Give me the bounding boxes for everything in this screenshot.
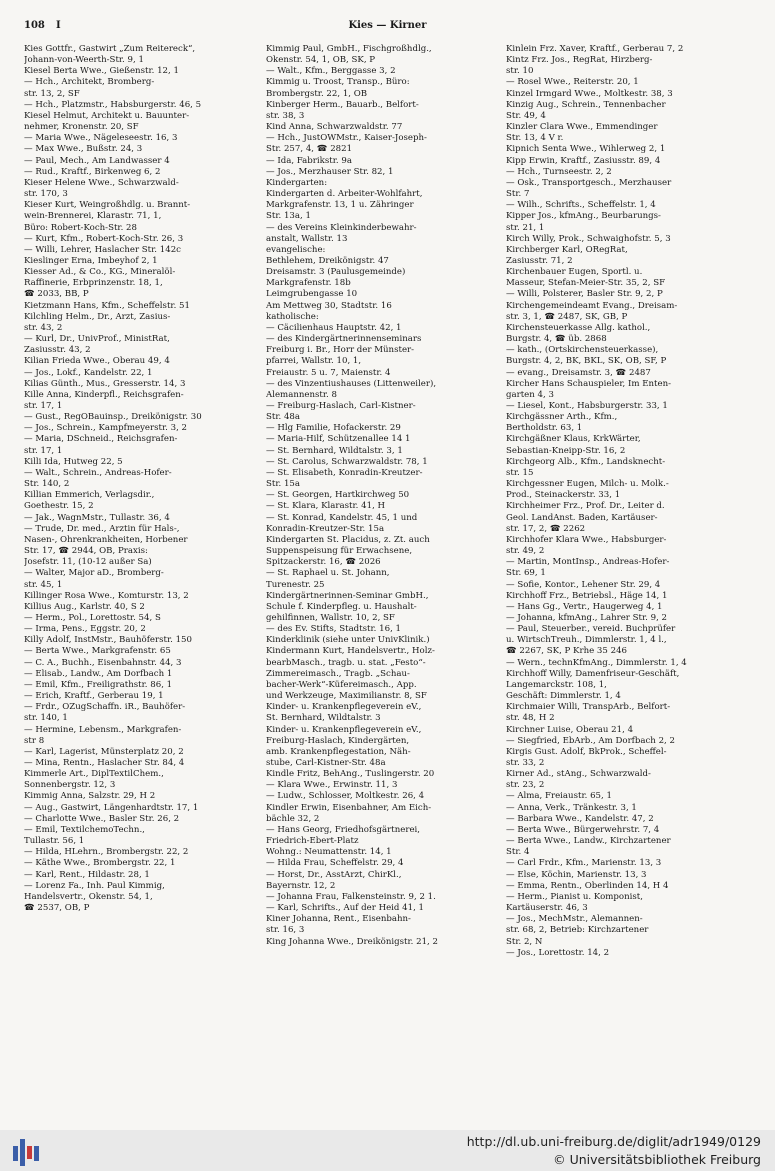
directory-line: Kipper Jos., kfmAng., Beurbarungs- xyxy=(506,211,661,222)
directory-line: — Sofie, Kontor., Lehener Str. 29, 4 xyxy=(506,579,661,590)
directory-line: und Werkzeuge, Maximilianstr. 8, SF xyxy=(266,691,427,702)
directory-line: Schule f. Kinderpfleg. u. Haushalt- xyxy=(266,601,417,612)
directory-line: — Rud., Kraftf., Birkenweg 6, 2 xyxy=(24,166,161,177)
directory-line: — Berta Wwe., Markgrafenstr. 65 xyxy=(24,646,171,657)
directory-line: str. 23, 2 xyxy=(506,780,545,791)
directory-line: Leimgrubengasse 10 xyxy=(266,289,358,300)
directory-line: Konradin-Kreutzer-Str. 15a xyxy=(266,523,385,534)
directory-line: Kindergarten d. Arbeiter-Wohlfahrt, xyxy=(266,189,423,200)
page-header xyxy=(24,20,751,36)
directory-line: Kindle Fritz, BehAng., Tuslingerstr. 20 xyxy=(266,769,435,780)
directory-line: str. 13, 2, SF xyxy=(24,88,80,99)
directory-line: Killy Adolf, InstMstr., Bauhöferstr. 150 xyxy=(24,635,192,646)
directory-line: Alemannenstr. 8 xyxy=(266,389,337,400)
directory-line: Kirchhoff Willy, Damenfriseur-Geschäft, xyxy=(506,668,680,679)
directory-line: — Herm., Pianist u. Komponist, xyxy=(506,891,643,902)
directory-line: — Jos., Schrein., Kampfmeyerstr. 3, 2 xyxy=(24,423,188,434)
directory-line: Friedrich-Ebert-Platz xyxy=(266,836,359,847)
directory-line: Nasen-, Ohrenkrankheiten, Horbener xyxy=(24,534,188,545)
directory-line: — Herm., Pol., Lorettostr. 54, S xyxy=(24,612,161,623)
directory-line: katholische: xyxy=(266,311,319,322)
directory-line: Str. 13, 4 V r. xyxy=(506,133,564,144)
directory-line: Kinberger Herm., Bauarb., Belfort- xyxy=(266,99,419,110)
column-left xyxy=(24,44,266,1124)
directory-line: str. 43, 2 xyxy=(24,322,63,333)
column-middle xyxy=(266,44,506,1124)
directory-line: — des Vinzentiushauses (Littenweiler), xyxy=(266,378,437,389)
directory-line: Kirner Ad., stAng., Schwarzwald- xyxy=(506,769,651,780)
directory-line: Kipnich Senta Wwe., Wihlerweg 2, 1 xyxy=(506,144,666,155)
directory-line: Str. 2, N xyxy=(506,936,543,947)
directory-line: — St. Elisabeth, Konradin-Kreutzer- xyxy=(266,467,423,478)
directory-line: Kilian Frieda Wwe., Oberau 49, 4 xyxy=(24,356,170,367)
directory-line: Büro: Robert-Koch-Str. 28 xyxy=(24,222,137,233)
directory-line: — St. Georgen, Hartkirchweg 50 xyxy=(266,490,410,501)
directory-line: — Hch., JustOWMstr., Kaiser-Joseph- xyxy=(266,133,427,144)
directory-line: — Hch., Turnseestr. 2, 2 xyxy=(506,166,612,177)
directory-line: — Maria Wwe., Nägeleseestr. 16, 3 xyxy=(24,133,178,144)
directory-line: Kirchensteuerkasse Allg. kathol., xyxy=(506,322,651,333)
directory-line: Kirchgessner Eugen, Milch- u. Molk.- xyxy=(506,479,669,490)
directory-line: — Hlg Familie, Hofackerstr. 29 xyxy=(266,423,401,434)
directory-line: Kindler Erwin, Eisenbahner, Am Eich- xyxy=(266,802,432,813)
directory-line: — Elisab., Landw., Am Dorfbach 1 xyxy=(24,668,173,679)
directory-line: Spitzackerstr. 16, ☎ 2026 xyxy=(266,557,381,568)
directory-line: — Berta Wwe., Bürgerwehrstr. 7, 4 xyxy=(506,824,660,835)
directory-line: Kinder- u. Krankenpflegeverein eV., xyxy=(266,724,422,735)
directory-line: pfarrei, Wallstr. 10, 1, xyxy=(266,356,362,367)
directory-line: str. 45, 1 xyxy=(24,579,63,590)
directory-line: — Aug., Gastwirt, Längenhardtstr. 17, 1 xyxy=(24,802,199,813)
directory-line: — Ida, Fabrikstr. 9a xyxy=(266,155,352,166)
directory-line: Geschäft: Dimmlerstr. 1, 4 xyxy=(506,691,621,702)
directory-line: Kindergarten St. Placidus, z. Zt. auch xyxy=(266,534,430,545)
directory-line: Kilchling Helm., Dr., Arzt, Zasius- xyxy=(24,311,171,322)
directory-line: Kirgis Gust. Adolf, BkProk., Scheffel- xyxy=(506,746,667,757)
directory-line: Markgrafenstr. 13, 1 u. Zähringer xyxy=(266,200,414,211)
directory-line: — Maria, DSchneid., Reichsgrafen- xyxy=(24,434,178,445)
directory-line: Johann-von-Weerth-Str. 9, 1 xyxy=(24,55,144,66)
directory-line: Str. 48a xyxy=(266,412,301,423)
directory-line: Prod., Steinackerstr. 33, 1 xyxy=(506,490,621,501)
directory-line: amb. Krankenpflegestation, Näh- xyxy=(266,746,411,757)
directory-line: Raffinerie, Erbprinzenstr. 18, 1, xyxy=(24,278,163,289)
directory-line: str. 68, 2, Betrieb: Kirchzartener xyxy=(506,925,649,936)
directory-line: Kinder- u. Krankenpflegeverein eV., xyxy=(266,702,422,713)
directory-line: Sebastian-Kneipp-Str. 16, 2 xyxy=(506,445,626,456)
directory-line: — Kurl, Dr., UnivProf., MinistRat, xyxy=(24,334,170,345)
document-url-link[interactable]: http://dl.ub.uni-freiburg.de/diglit/adr1949/0129 xyxy=(466,1134,761,1149)
directory-line: Str. 15a xyxy=(266,479,301,490)
viewer-footer xyxy=(0,1130,775,1171)
directory-line: Handelsvertr., Okenstr. 54, 1, xyxy=(24,891,153,902)
directory-line: str. 17, 2, ☎ 2262 xyxy=(506,523,586,534)
directory-line: Str. 69, 1 xyxy=(506,568,546,579)
copyright-notice: © Universitätsbibliothek Freiburg xyxy=(553,1152,761,1167)
directory-line: bacher-Werk“-Küfereimasch., App. xyxy=(266,679,417,690)
directory-line: — Wilh., Schrifts., Scheffelstr. 1, 4 xyxy=(506,200,656,211)
directory-line: — Rosel Wwe., Reiterstr. 20, 1 xyxy=(506,77,639,88)
directory-line: Goethestr. 15, 2 xyxy=(24,501,94,512)
directory-line: Kindergarten: xyxy=(266,177,328,188)
directory-line: Bethlehem, Dreikönigstr. 47 xyxy=(266,255,389,266)
directory-line: Str. 49, 4 xyxy=(506,110,546,121)
directory-line: nehmer, Kronenstr. 20, SF xyxy=(24,122,139,133)
directory-line: Kirchgässner Arth., Kfm., xyxy=(506,412,618,423)
directory-line: Str. 140, 2 xyxy=(24,479,70,490)
directory-line: — Walt., Schrein., Andreas-Hofer- xyxy=(24,467,172,478)
directory-line: Kirchgeorg Alb., Kfm., Landsknecht- xyxy=(506,456,666,467)
directory-line: — Hch., Platzmstr., Habsburgerstr. 46, 5 xyxy=(24,99,202,110)
directory-line: — Kurt, Kfm., Robert-Koch-Str. 26, 3 xyxy=(24,233,184,244)
directory-line: Freiburg-Haslach, Kindergärten, xyxy=(266,735,410,746)
university-library-logo-icon xyxy=(10,1136,44,1166)
directory-line: — St. Raphael u. St. Johann, xyxy=(266,568,390,579)
directory-line: Str. 17, ☎ 2944, OB, Praxis: xyxy=(24,546,148,557)
directory-line: Kinzel Irmgard Wwe., Moltkestr. 38, 3 xyxy=(506,88,673,99)
directory-line: — Walter, Major aD., Bromberg- xyxy=(24,568,164,579)
directory-line: — Hilda, HLehrn., Brombergstr. 22, 2 xyxy=(24,847,189,858)
directory-line: — Charlotte Wwe., Basler Str. 26, 2 xyxy=(24,813,180,824)
directory-line: Bayernstr. 12, 2 xyxy=(266,880,336,891)
directory-line: Brombergstr. 22, 1, OB xyxy=(266,88,368,99)
directory-line: Freiburg i. Br., Horr der Münster- xyxy=(266,345,415,356)
directory-line: — Irma, Pens., Eggstr. 20, 2 xyxy=(24,624,146,635)
directory-line: Kille Anna, Kinderpfl., Reichsgrafen- xyxy=(24,389,184,400)
directory-line: — Else, Köchin, Marienstr. 13, 3 xyxy=(506,869,647,880)
directory-line: Kinzig Aug., Schrein., Tennenbacher xyxy=(506,99,666,110)
running-title: Kies — Kirner xyxy=(348,20,427,31)
directory-line: — Johanna, kfmAng., Lahrer Str. 9, 2 xyxy=(506,612,667,623)
directory-line: Burgstr. 4, ☎ üb. 2868 xyxy=(506,334,607,345)
directory-line: str. 10 xyxy=(506,66,534,77)
directory-line: bearbMasch., tragb. u. stat. „Festo“- xyxy=(266,657,426,668)
directory-line: Kimmerle Art., DiplTextilChem., xyxy=(24,769,164,780)
directory-line: — Hermine, Lebensm., Markgrafen- xyxy=(24,724,182,735)
directory-line: Langemarckstr. 108, 1, xyxy=(506,679,607,690)
directory-line: Suppenspeisung für Erwachsene, xyxy=(266,546,413,557)
directory-line: — Gust., RegOBauinsp., Dreikönigstr. 30 xyxy=(24,412,202,423)
directory-line: Killi Ida, Hutweg 22, 5 xyxy=(24,456,123,467)
directory-line: str 8 xyxy=(24,735,45,746)
directory-line: Kimmig Anna, Salzstr. 29, H 2 xyxy=(24,791,156,802)
directory-line: Kieslinger Erna, Imbeyhof 2, 1 xyxy=(24,255,158,266)
directory-line: — Jos., Lorettostr. 14, 2 xyxy=(506,947,610,958)
directory-line: — Hans Gg., Vertr., Haugerweg 4, 1 xyxy=(506,601,663,612)
directory-line: — des Kindergärtnerinnenseminars xyxy=(266,334,422,345)
directory-line: — Paul, Mech., Am Landwasser 4 xyxy=(24,155,170,166)
directory-line: bächle 32, 2 xyxy=(266,813,320,824)
directory-line: str. 170, 3 xyxy=(24,189,68,200)
directory-line: — Carl Frdr., Kfm., Marienstr. 13, 3 xyxy=(506,858,662,869)
directory-line: — Johanna Frau, Falkensteinstr. 9, 2 1. xyxy=(266,891,436,902)
directory-line: Kieser Kurt, Weingroßhdlg. u. Brannt- xyxy=(24,200,191,211)
directory-line: Kirch Willy, Prok., Schwaighofstr. 5, 3 xyxy=(506,233,671,244)
directory-line: Wohng.: Neumattenstr. 14, 1 xyxy=(266,847,392,858)
directory-line: str. 15 xyxy=(506,467,534,478)
directory-line: Kiesel Berta Wwe., Gießenstr. 12, 1 xyxy=(24,66,179,77)
directory-line: Kimmig u. Troost, Transp., Büro: xyxy=(266,77,410,88)
directory-line: Kietzmann Hans, Kfm., Scheffelstr. 51 xyxy=(24,300,190,311)
directory-line: Bertholdstr. 63, 1 xyxy=(506,423,583,434)
directory-line: — Liesel, Kont., Habsburgerstr. 33, 1 xyxy=(506,401,668,411)
directory-line: str. 48, H 2 xyxy=(506,713,555,724)
directory-line: Sonnenbergstr. 12, 3 xyxy=(24,780,116,791)
directory-line: Kinlein Frz. Xaver, Kraftf., Gerberau 7, 2 xyxy=(506,44,684,54)
directory-line: Str. 4 xyxy=(506,847,530,858)
directory-line: — Karl, Rent., Hildastr. 28, 1 xyxy=(24,869,150,880)
directory-line: Kilias Günth., Mus., Gresserstr. 14, 3 xyxy=(24,378,186,389)
directory-line: — Frdr., OZugSchaffn. iR., Bauhöfer- xyxy=(24,702,186,713)
directory-line: Masseur, Stefan-Meier-Str. 35, 2, SF xyxy=(506,278,666,289)
directory-line: — Wern., technKfmAng., Dimmlerstr. 1, 4 xyxy=(506,657,687,668)
directory-line: Kiner Johanna, Rent., Eisenbahn- xyxy=(266,914,411,925)
directory-line: — Berta Wwe., Landw., Kirchzartener xyxy=(506,836,671,847)
directory-line: — Maria-Hilf, Schützenallee 14 1 xyxy=(266,434,411,445)
directory-line: — Anna, Verk., Tränkestr. 3, 1 xyxy=(506,802,637,813)
directory-line: — Cäcilienhaus Hauptstr. 42, 1 xyxy=(266,322,402,333)
directory-line: Kirchheimer Frz., Prof. Dr., Leiter d. xyxy=(506,501,665,512)
directory-line: Kinderklinik (siehe unter UnivKlinik.) xyxy=(266,635,430,646)
directory-line: Kindermann Kurt, Handelsvertr., Holz- xyxy=(266,646,435,657)
directory-line: Zasiusstr. 71, 2 xyxy=(506,255,573,266)
directory-line: — Martin, MontInsp., Andreas-Hofer- xyxy=(506,557,670,568)
directory-line: — Käthe Wwe., Brombergstr. 22, 1 xyxy=(24,858,176,869)
directory-line: Str. 7 xyxy=(506,189,530,200)
directory-line: Zasiusstr. 43, 2 xyxy=(24,345,91,356)
directory-line: — Trude, Dr. med., Ärztin für Hals-, xyxy=(24,523,180,534)
directory-line: Str. 13a, 1 xyxy=(266,211,311,222)
directory-line: Kartäuserstr. 46, 3 xyxy=(506,903,588,914)
directory-line: — Karl, Schrifts., Auf der Heid 41, 1 xyxy=(266,903,425,914)
directory-line: — St. Klara, Klarastr. 41, H xyxy=(266,501,386,512)
directory-line: — St. Konrad, Kandelstr. 45, 1 und xyxy=(266,512,418,523)
directory-line: — Klara Wwe., Erwinstr. 11, 3 xyxy=(266,780,398,791)
directory-line: Killian Emmerich, Verlagsdir., xyxy=(24,490,155,501)
directory-line: — Emil, TextilchemoTechn., xyxy=(24,824,145,835)
directory-line: ☎ 2267, SK, P Krhe 35 246 xyxy=(506,646,628,657)
directory-line: St. Bernhard, Wildtalstr. 3 xyxy=(266,713,381,724)
page-number: 108 xyxy=(24,20,45,31)
directory-line: — Siegfried, EbArb., Am Dorfbach 2, 2 xyxy=(506,735,675,746)
directory-line: Kinzler Clara Wwe., Emmendinger xyxy=(506,122,658,133)
directory-line: Kirchgäßner Klaus, KrkWärter, xyxy=(506,434,641,445)
directory-line: Zimmereimasch., Tragb. „Schau- xyxy=(266,668,410,679)
directory-line: str. 140, 1 xyxy=(24,713,68,724)
directory-line: Freiaustr. 5 u. 7, Maienstr. 4 xyxy=(266,367,391,378)
section-label: I xyxy=(56,20,61,31)
directory-line: — C. A., Buchh., Eisenbahnstr. 44, 3 xyxy=(24,657,182,668)
directory-line: King Johanna Wwe., Dreikönigstr. 21, 2 xyxy=(266,936,438,947)
directory-line: — Erich, Kraftf., Gerberau 19, 1 xyxy=(24,691,164,702)
directory-line: Kirchmaier Willi, TranspArb., Belfort- xyxy=(506,702,671,713)
directory-line: Kirchberger Karl, ORegRat, xyxy=(506,244,628,255)
directory-line: Kipp Erwin, Kraftf., Zasiusstr. 89, 4 xyxy=(506,155,661,166)
directory-line: Kiesser Ad., & Co., KG., Mineralöl- xyxy=(24,267,176,278)
directory-line: wein-Brennerei, Klarastr. 71, 1, xyxy=(24,211,162,222)
directory-line: — Willi, Lehrer, Haslacher Str. 142c xyxy=(24,244,181,255)
directory-line: — des Vereins Kleinkinderbewahr- xyxy=(266,222,417,233)
directory-line: — Alma, Freiaustr. 65, 1 xyxy=(506,791,612,802)
directory-line: Kirchner Luise, Oberau 21, 4 xyxy=(506,724,634,735)
directory-line: — Lorenz Fa., Inh. Paul Kimmig, xyxy=(24,880,165,891)
directory-line: str. 17, 1 xyxy=(24,445,63,456)
directory-line: — Osk., Transportgesch., Merzhauser xyxy=(506,177,672,188)
directory-line: u. WirtschTreuh., Dimmlerstr. 1, 4 l., xyxy=(506,635,667,646)
directory-line: — Walt., Kfm., Berggasse 3, 2 xyxy=(266,66,396,77)
directory-line: Kirchhofer Klara Wwe., Habsburger- xyxy=(506,534,667,545)
directory-line: Kiesel Helmut, Architekt u. Bauunter- xyxy=(24,110,190,121)
directory-line: — St. Bernhard, Wildtalstr. 3, 1 xyxy=(266,445,403,456)
directory-line: str. 33, 2 xyxy=(506,758,545,768)
directory-line: — Paul, Steuerber., vereid. Buchprüfer xyxy=(506,624,676,635)
directory-line: — Hch., Architekt, Bromberg- xyxy=(24,77,155,88)
directory-line: evangelische: xyxy=(266,244,326,255)
directory-line: Geol. LandAnst. Baden, Kartäuser- xyxy=(506,512,658,523)
directory-line: Killinger Rosa Wwe., Komturstr. 13, 2 xyxy=(24,590,189,601)
directory-line: — Jos., Merzhauser Str. 82, 1 xyxy=(266,166,394,177)
column-right xyxy=(506,44,751,1124)
directory-line: — Emma, Rentn., Oberlinden 14, H 4 xyxy=(506,880,669,891)
directory-line: str. 17, 1 xyxy=(24,401,63,411)
directory-line: — Hans Georg, Friedhofsgärtnerei, xyxy=(266,824,421,835)
directory-line: str. 49, 2 xyxy=(506,546,545,557)
directory-line: — des Ev. Stifts, Stadtstr. 16, 1 xyxy=(266,624,401,635)
directory-line: Okenstr. 54, 1, OB, SK, P xyxy=(266,55,376,66)
directory-line: — Emil, Kfm., Freiligrathstr. 86, 1 xyxy=(24,679,173,690)
directory-line: str. 38, 3 xyxy=(266,110,305,121)
directory-line: Kintz Frz. Jos., RegRat, Hirzberg- xyxy=(506,55,653,66)
directory-line: — kath., (Ortskirchensteuerkasse), xyxy=(506,345,659,356)
directory-line: — Max Wwe., Bußstr. 24, 3 xyxy=(24,144,143,155)
directory-line: Tullastr. 56, 1 xyxy=(24,836,85,847)
directory-line: ☎ 2033, BB, P xyxy=(24,289,89,300)
directory-line: — Jos., MechMstr., Alemannen- xyxy=(506,914,643,925)
directory-line: Kimmig Paul, GmbH., Fischgroßhdlg., xyxy=(266,44,432,54)
directory-line: Markgrafenstr. 18b xyxy=(266,278,351,289)
directory-line: stube, Carl-Kistner-Str. 48a xyxy=(266,758,386,768)
directory-line: — Willi, Polsterer, Basler Str. 9, 2, P xyxy=(506,289,663,300)
directory-line: Kindergärtnerinnen-Seminar GmbH., xyxy=(266,590,429,601)
directory-line: — Freiburg-Haslach, Carl-Kistner- xyxy=(266,401,416,411)
directory-line: — Mina, Rentn., Haslacher Str. 84, 4 xyxy=(24,758,185,768)
directory-line: anstalt, Wallstr. 13 xyxy=(266,233,348,244)
directory-line: Kies Gottfr., Gastwirt „Zum Reitereck“, xyxy=(24,44,196,54)
directory-line: — Jos., Lokf., Kandelstr. 22, 1 xyxy=(24,367,153,378)
directory-line: Killius Aug., Karlstr. 40, S 2 xyxy=(24,601,145,612)
directory-line: Kind Anna, Schwarzwaldstr. 77 xyxy=(266,122,403,133)
directory-line: — Ludw., Schlosser, Moltkestr. 26, 4 xyxy=(266,791,425,802)
directory-line: str. 21, 1 xyxy=(506,222,545,233)
directory-line: — evang., Dreisamstr. 3, ☎ 2487 xyxy=(506,367,651,378)
directory-line: garten 4, 3 xyxy=(506,389,554,400)
directory-line: Kieser Helene Wwe., Schwarzwald- xyxy=(24,177,179,188)
directory-line: str. 3, 1, ☎ 2487, SK, GB, P xyxy=(506,311,628,322)
directory-line: ☎ 2537, OB, P xyxy=(24,903,90,914)
directory-line: Dreisamstr. 3 (Paulusgemeinde) xyxy=(266,267,406,278)
directory-line: Am Mettweg 30, Stadtstr. 16 xyxy=(266,300,392,311)
directory-line: Kirchenbauer Eugen, Sportl. u. xyxy=(506,267,643,278)
directory-line: Kircher Hans Schauspieler, Im Enten- xyxy=(506,378,672,389)
directory-line: Josefstr. 11, (10-12 außer Sa) xyxy=(24,557,152,568)
directory-line: — Hilda Frau, Scheffelstr. 29, 4 xyxy=(266,858,404,869)
directory-line: Kirchengemeindeamt Evang., Dreisam- xyxy=(506,300,678,311)
directory-line: Str. 257, 4, ☎ 2821 xyxy=(266,144,353,155)
directory-line: Kirchhoff Frz., Betriebsl., Häge 14, 1 xyxy=(506,590,668,601)
directory-line: — Karl, Lagerist, Münsterplatz 20, 2 xyxy=(24,746,184,757)
directory-line: str. 16, 3 xyxy=(266,925,305,936)
directory-line: — Barbara Wwe., Kandelstr. 47, 2 xyxy=(506,813,654,824)
directory-line: — Horst, Dr., AsstArzt, ChirKl., xyxy=(266,869,402,880)
directory-line: Burgstr. 4, 2, BK, BKL, SK, OB, SF, P xyxy=(506,356,667,367)
directory-line: gehilfinnen, Wallstr. 10, 2, SF xyxy=(266,612,395,623)
directory-line: — St. Carolus, Schwarzwaldstr. 78, 1 xyxy=(266,456,428,467)
directory-line: Turenestr. 25 xyxy=(266,579,325,590)
directory-line: — Jak., WagnMstr., Tullastr. 36, 4 xyxy=(24,512,170,523)
